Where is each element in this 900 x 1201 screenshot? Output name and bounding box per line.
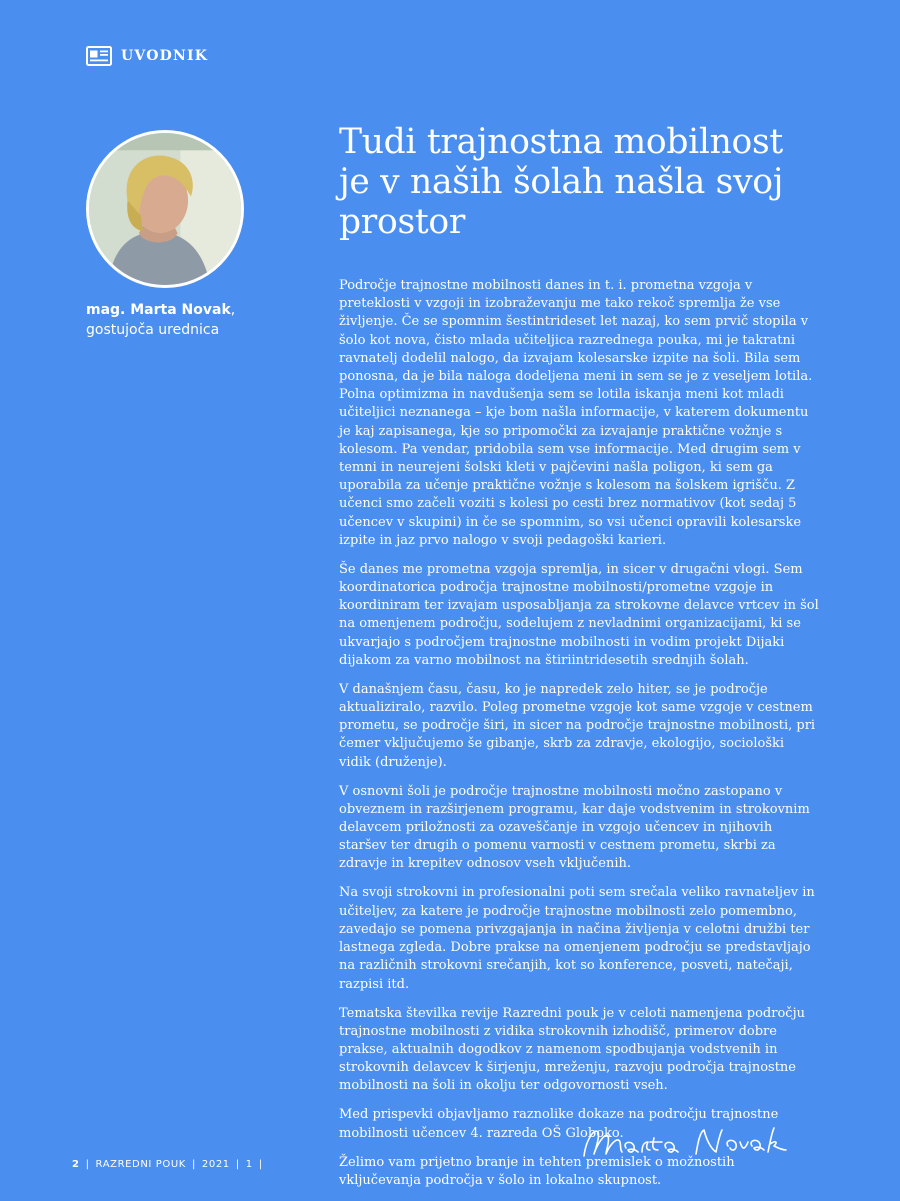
article-paragraph: V osnovni šoli je področje trajnostne mobilnosti močno zastopano v obveznem in razširjenem programu, kar daje vodstvenim in strokovnim delavcem priložnosti za ozaveščanje in vzgojo učencev in njihovih staršev ter drugih o pomenu varnosti v cestnem prometu, skrbi za zdravje in krepitev odnosov vseh vključenih. xyxy=(339,783,810,872)
issue-number: 1 xyxy=(245,1159,253,1170)
author-name: mag. Marta Novak xyxy=(86,302,231,318)
author-signature xyxy=(580,1118,800,1168)
issue-year: 2021 xyxy=(201,1159,230,1170)
footer-separator: | xyxy=(235,1159,240,1170)
article-body xyxy=(339,277,819,1201)
author-credit xyxy=(86,300,235,340)
article-paragraph: V današnjem času, času, ko je napredek zelo hiter, se je področje aktualiziralo, razvilo. Poleg prometne vzgoje kot same vzgoje v cestnem prometu, se področje širi, in sicer na področje trajnostne mobilnosti, pri čemer vključujemo še gibanje, skrb za zdravje, ekologijo, sociološki vidik (druženje). xyxy=(339,681,816,770)
article-title: Tudi trajnostna mobilnost je v naših šolah našla svoj prostor xyxy=(339,122,784,242)
article-paragraph: Tematska številka revije Razredni pouk je v celoti namenjena področju trajnostne mobilnosti z vidika strokovnih izhodišč, primerov dobre prakse, aktualnih dogodkov z namenom spodbujanja vodstvenih in strokovnih delavcev k širjenju, mreženju, razvoju področja trajnostne mobilnosti na šoli in okolju ter odgovornosti vseh. xyxy=(339,1005,805,1094)
section-header xyxy=(86,46,208,66)
article-paragraph: Področje trajnostne mobilnosti danes in t. i. prometna vzgoja v preteklosti v vzgoji in izobraževanju me tako rekoč spremlja že vse življenje. Če se spomnim šestintrideset let nazaj, ko sem prvič stopila v šolo kot nova, čisto mlada učiteljica razrednega pouka, mi je takratni ravnatelj dodelil nalogo, da izvajam kolesarske izpite na šoli. Bila sem ponosna, da je bila naloga dodeljena meni in sem se je z veseljem lotila. Polna optimizma in navdušenja sem se lotila iskanja meni kot mladi učiteljici neznanega – kje bom našla informacije, v katerem dokumentu je kaj zapisanega, kje so pripomočki za izvajanje praktične vožnje s kolesom. Pa vendar, pridobila sem vse informacije. Med drugim sem v temni in neurejeni šolski kleti v pajčevini našla poligon, ki sem ga uporabila za učenje praktične vožnje s kolesom na šolskem igrišču. Z učenci smo začeli voziti s kolesi po cesti brez normativov (kot sedaj 5 učencev v skupini) in če se spomnim, so vsi učenci opravili kolesarske izpite in jaz prvo nalogo v svoji pedagoški karieri. xyxy=(339,278,813,548)
magazine-name: RAZREDNI POUK xyxy=(95,1159,186,1170)
section-label: UVODNIK xyxy=(121,48,209,64)
footer-separator: | xyxy=(191,1159,196,1170)
article-paragraph: Med prispevki objavljamo raznolike dokaze na področju trajnostne mobilnosti učencev 4. razreda OŠ Globoko. xyxy=(339,1107,779,1141)
footer-separator: | xyxy=(258,1159,263,1170)
article-paragraph: Na svoji strokovni in profesionalni poti sem srečala veliko ravnateljev in učiteljev, za katere je področje trajnostne mobilnosti zelo pomembno, zavedajo se pomena privzgajanja in načina življenja v celotni družbi ter lastnega zgleda. Dobre prakse na omenjenem področju se predstavljajo na različnih strokovni srečanjih, kot so konference, posveti, natečaji, razpisi itd. xyxy=(339,885,815,992)
article-paragraph: Želimo vam prijetno branje in tehten premislek o možnostih vključevanja področja v šolo in lokalno skupnost. xyxy=(339,1154,735,1188)
page-footer xyxy=(72,1159,263,1170)
author-photo xyxy=(86,130,244,288)
article-paragraph: Še danes me prometna vzgoja spremlja, in sicer v drugačni vlogi. Sem koordinatorica področja trajnostne mobilnosti/prometne vzgoje in koordiniram ter izvajam usposabljanja za strokovne delavce vrtcev in šol na omenjenem področju, sodelujem z nevladnimi organizacijami, ki se ukvarjajo s področjem trajnostne mobilnosti in vodim projekt Dijaki dijakom za varno mobilnost na štiriintridesetih srednjih šolah. xyxy=(339,561,819,668)
author-role: gostujoča urednica xyxy=(86,322,220,338)
newspaper-icon xyxy=(86,46,112,66)
author-name-comma: , xyxy=(230,302,236,318)
page-number: 2 xyxy=(72,1159,80,1170)
footer-separator: | xyxy=(85,1159,90,1170)
